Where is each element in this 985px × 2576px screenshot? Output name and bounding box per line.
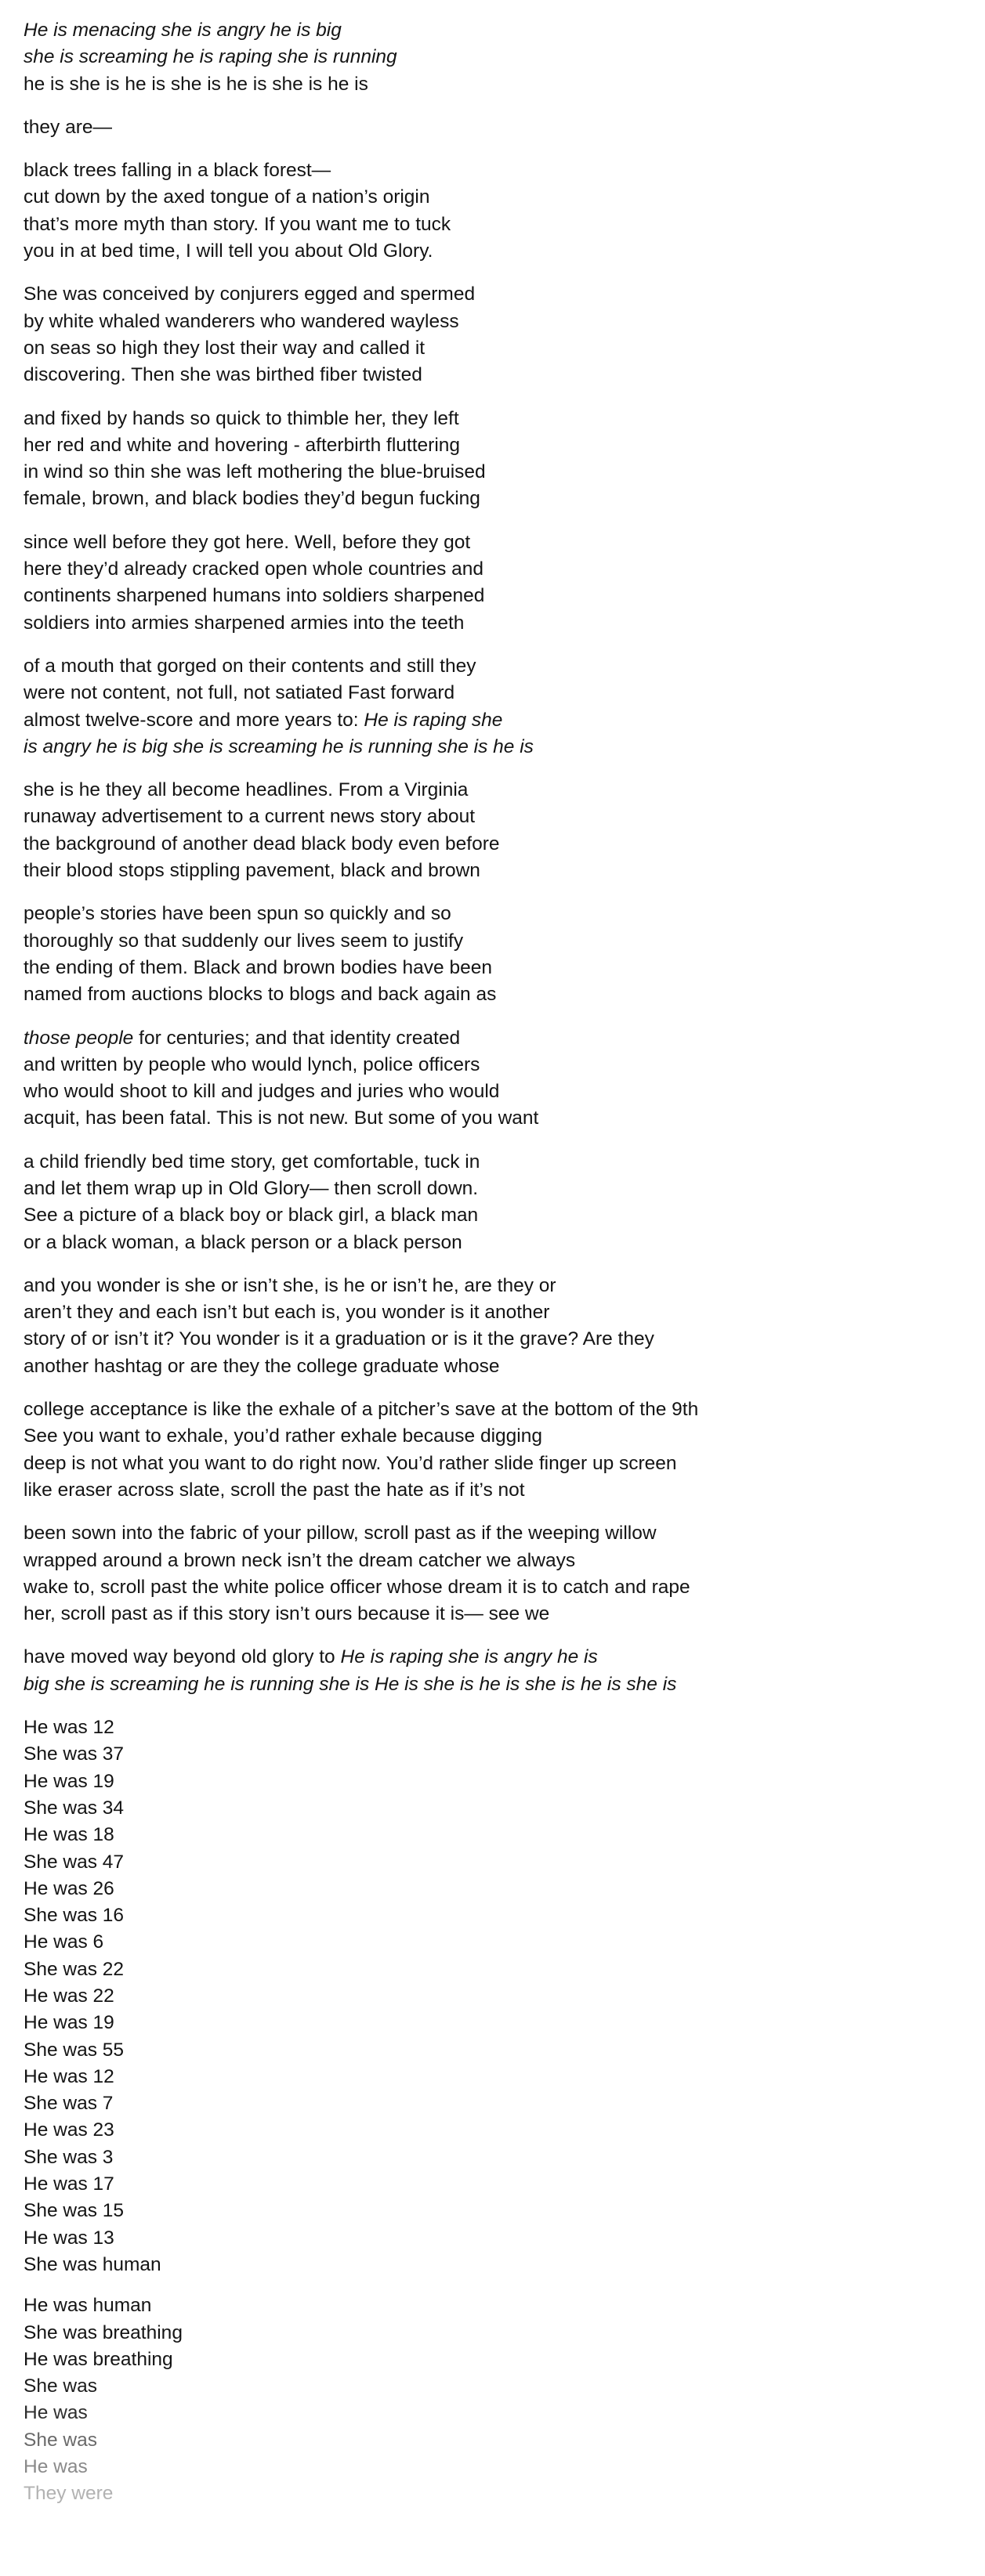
- poem-line: [24, 114, 964, 141]
- line-text: were not content, not full, not satiated Fast forward: [24, 682, 455, 704]
- poem-line: [24, 1520, 964, 1547]
- age-line: She was 34: [24, 1797, 125, 1819]
- line-text: acquit, has been fatal. This is not new. But some of you want: [24, 1107, 539, 1129]
- stanza: [24, 114, 964, 141]
- poem-line: [24, 1326, 964, 1353]
- line-text: in wind so thin she was left mothering the blue-bruised: [24, 461, 486, 483]
- poem-line: [24, 734, 964, 761]
- poem-line: [24, 556, 964, 583]
- poem-line: [24, 1423, 964, 1450]
- poem-line: [24, 1548, 964, 1574]
- age-line: She was 7: [24, 2093, 114, 2115]
- line-text: and written by people who would lynch, police officers: [24, 1053, 480, 1075]
- fading-final-stanza: [24, 2292, 964, 2507]
- poem-line: [24, 1176, 964, 1202]
- line-text: thoroughly so that suddenly our lives seem to justify: [24, 930, 464, 952]
- poem-line: [24, 610, 964, 637]
- fading-line: He was human: [24, 2295, 152, 2317]
- poem-line: [24, 362, 964, 388]
- age-line: He was 19: [24, 2012, 114, 2034]
- poem-line: [24, 901, 964, 927]
- stanza: [24, 406, 964, 513]
- line-text: wake to, scroll past the white police officer whose dream it is to catch and rape: [24, 1576, 690, 1598]
- poem-line: [24, 1299, 964, 1326]
- italic-text: big she is screaming he is running she is He is she is he is she is he is she is: [24, 1673, 677, 1695]
- age-line: He was 22: [24, 1985, 114, 2007]
- line-text: the ending of them. Black and brown bodies have been: [24, 956, 492, 978]
- italic-text: those people: [24, 1027, 134, 1049]
- poem-line: [24, 1230, 964, 1256]
- stanza: [24, 281, 964, 388]
- fading-line: She was: [24, 2375, 97, 2397]
- stanza: [24, 1025, 964, 1133]
- poem-line: [24, 981, 964, 1008]
- line-text: See you want to exhale, you’d rather exhale because digging: [24, 1425, 542, 1447]
- line-text: since well before they got here. Well, before they got: [24, 531, 471, 553]
- age-line: She was 55: [24, 2039, 125, 2061]
- age-line: He was 26: [24, 1877, 114, 1899]
- line-text: who would shoot to kill and judges and juries who would: [24, 1081, 500, 1103]
- line-text: college acceptance is like the exhale of a pitcher’s save at the bottom of the 9th: [24, 1399, 699, 1421]
- poem-line: [24, 831, 964, 858]
- line-text: female, brown, and black bodies they’d begun fucking: [24, 488, 480, 510]
- poem: [24, 17, 964, 2508]
- poem-line: [24, 1078, 964, 1105]
- ages-list: [24, 1714, 964, 2278]
- line-text: people’s stories have been spun so quickly and so: [24, 903, 451, 925]
- line-text: deep is not what you want to do right now. You’d rather slide finger up screen: [24, 1452, 677, 1474]
- poem-line: [24, 1477, 964, 1504]
- poem-line: [24, 1025, 964, 1052]
- poem-line: [24, 1052, 964, 1078]
- line-text: and let them wrap up in Old Glory— then scroll down.: [24, 1177, 479, 1199]
- age-line: He was 13: [24, 2227, 114, 2249]
- poem-line: [24, 432, 964, 459]
- poem-line: [24, 1353, 964, 1380]
- poem-line: [24, 583, 964, 609]
- line-text: he is she is he is she is he is she is he is: [24, 73, 368, 95]
- stanza: [24, 901, 964, 1008]
- poem-line: [24, 858, 964, 884]
- line-text: her red and white and hovering - afterbirth fluttering: [24, 434, 461, 456]
- stanza: [24, 1149, 964, 1256]
- poem-line: [24, 157, 964, 184]
- poem-line: [24, 459, 964, 486]
- age-line: He was 19: [24, 1770, 114, 1792]
- line-text: their blood stops stippling pavement, black and brown: [24, 860, 480, 882]
- italic-text: He is raping she is angry he is: [340, 1646, 598, 1668]
- line-text: soldiers into armies sharpened armies into the teeth: [24, 612, 465, 634]
- line-text: cut down by the axed tongue of a nation’s origin: [24, 186, 430, 208]
- italic-text: He is menacing she is angry he is big: [24, 20, 342, 41]
- poem-line: [24, 804, 964, 830]
- line-text: like eraser across slate, scroll the past the hate as if it’s not: [24, 1479, 525, 1501]
- poem-line: [24, 238, 964, 265]
- age-line: He was 6: [24, 1931, 104, 1953]
- poem-line: [24, 1644, 964, 1671]
- line-text: here they’d already cracked open whole countries and: [24, 558, 484, 580]
- line-text: named from auctions blocks to blogs and back again as: [24, 984, 497, 1006]
- line-text: another hashtag or are they the college graduate whose: [24, 1355, 500, 1377]
- poem-line: [24, 309, 964, 335]
- line-text: on seas so high they lost their way and called it: [24, 337, 426, 359]
- stanza: [24, 1520, 964, 1628]
- poem-line: [24, 184, 964, 211]
- age-line: She was 16: [24, 1905, 125, 1927]
- fading-line: He was: [24, 2402, 88, 2424]
- line-text: and you wonder is she or isn’t she, is he or isn’t he, are they or: [24, 1274, 556, 1296]
- poem-line: [24, 707, 964, 734]
- poem-line: [24, 1671, 964, 1698]
- stanza: [24, 653, 964, 761]
- poem-line: [24, 653, 964, 680]
- stanza: [24, 1644, 964, 1698]
- poem-line: [24, 335, 964, 362]
- age-line: She was 37: [24, 1743, 125, 1765]
- age-line: She was human: [24, 2253, 161, 2275]
- line-text: they are—: [24, 116, 113, 138]
- poem-line: [24, 1202, 964, 1229]
- line-text: of a mouth that gorged on their contents and still they: [24, 655, 476, 677]
- line-text: See a picture of a black boy or black girl, a black man: [24, 1205, 479, 1227]
- line-text: been sown into the fabric of your pillow, scroll past as if the weeping willow: [24, 1523, 657, 1545]
- poem-line: [24, 1396, 964, 1423]
- poem-line: [24, 680, 964, 706]
- italic-text: is angry he is big she is screaming he is running she is he is: [24, 735, 534, 757]
- poem-line: [24, 1149, 964, 1176]
- line-text: she is he they all become headlines. From a Virginia: [24, 779, 469, 801]
- line-text: or a black woman, a black person or a black person: [24, 1231, 462, 1253]
- age-line: He was 12: [24, 2065, 114, 2087]
- poem-line: [24, 281, 964, 308]
- fading-line: She was: [24, 2429, 97, 2451]
- poem-line: [24, 211, 964, 238]
- age-line: He was 18: [24, 1824, 114, 1846]
- poem-line: [24, 71, 964, 98]
- line-text: runaway advertisement to a current news story about: [24, 806, 476, 828]
- line-text: She was conceived by conjurers egged and spermed: [24, 284, 476, 305]
- line-text: discovering. Then she was birthed fiber twisted: [24, 364, 422, 386]
- age-line: He was 12: [24, 1717, 114, 1739]
- line-text: that’s more myth than story. If you want me to tuck: [24, 213, 451, 235]
- stanza: [24, 1273, 964, 1380]
- line-text: for centuries; and that identity created: [133, 1027, 461, 1049]
- poem-line: [24, 486, 964, 512]
- stanza: [24, 529, 964, 637]
- line-text: black trees falling in a black forest—: [24, 160, 331, 182]
- poem-line: [24, 1451, 964, 1477]
- line-text: almost twelve-score and more years to:: [24, 709, 364, 731]
- poem-line: [24, 529, 964, 556]
- line-text: by white whaled wanderers who wandered wayless: [24, 310, 459, 332]
- line-text: a child friendly bed time story, get comfortable, tuck in: [24, 1151, 480, 1172]
- line-text: have moved way beyond old glory to: [24, 1646, 341, 1668]
- age-line: He was 23: [24, 2119, 114, 2141]
- age-line: She was 22: [24, 1958, 125, 1980]
- line-text: story of or isn’t it? You wonder is it a graduation or is it the grave? Are they: [24, 1328, 654, 1350]
- stanza: [24, 157, 964, 265]
- poem-line: [24, 777, 964, 804]
- poem-line: [24, 1273, 964, 1299]
- line-text: you in at bed time, I will tell you about Old Glory.: [24, 240, 433, 262]
- poem-line: [24, 928, 964, 955]
- line-text: continents sharpened humans into soldiers sharpened: [24, 585, 485, 607]
- stanza: [24, 777, 964, 884]
- line-text: wrapped around a brown neck isn’t the dream catcher we always: [24, 1549, 576, 1571]
- age-line: He was 17: [24, 2173, 114, 2195]
- line-text: and fixed by hands so quick to thimble her, they left: [24, 407, 459, 429]
- poem-line: [24, 44, 964, 70]
- poem-line: [24, 1105, 964, 1132]
- poem-line: [24, 1574, 964, 1601]
- italic-text: she is screaming he is raping she is running: [24, 46, 397, 68]
- line-text: her, scroll past as if this story isn’t ours because it is— see we: [24, 1603, 550, 1625]
- italic-text: He is raping she: [364, 709, 503, 731]
- fading-line: He was: [24, 2456, 88, 2478]
- poem-line: [24, 955, 964, 981]
- poem-line: [24, 17, 964, 44]
- poem-line: [24, 1601, 964, 1628]
- fading-line: He was breathing: [24, 2348, 173, 2370]
- line-text: aren’t they and each isn’t but each is, you wonder is it another: [24, 1302, 550, 1324]
- age-line: She was 15: [24, 2200, 125, 2222]
- line-text: the background of another dead black body even before: [24, 833, 500, 854]
- fading-line: She was breathing: [24, 2321, 183, 2343]
- age-line: She was 3: [24, 2146, 114, 2168]
- stanza: [24, 1396, 964, 1504]
- stanza: [24, 17, 964, 98]
- poem-line: [24, 406, 964, 432]
- poem-stanzas: [24, 17, 964, 1698]
- fading-line: They were: [24, 2483, 114, 2505]
- age-line: She was 47: [24, 1851, 125, 1873]
